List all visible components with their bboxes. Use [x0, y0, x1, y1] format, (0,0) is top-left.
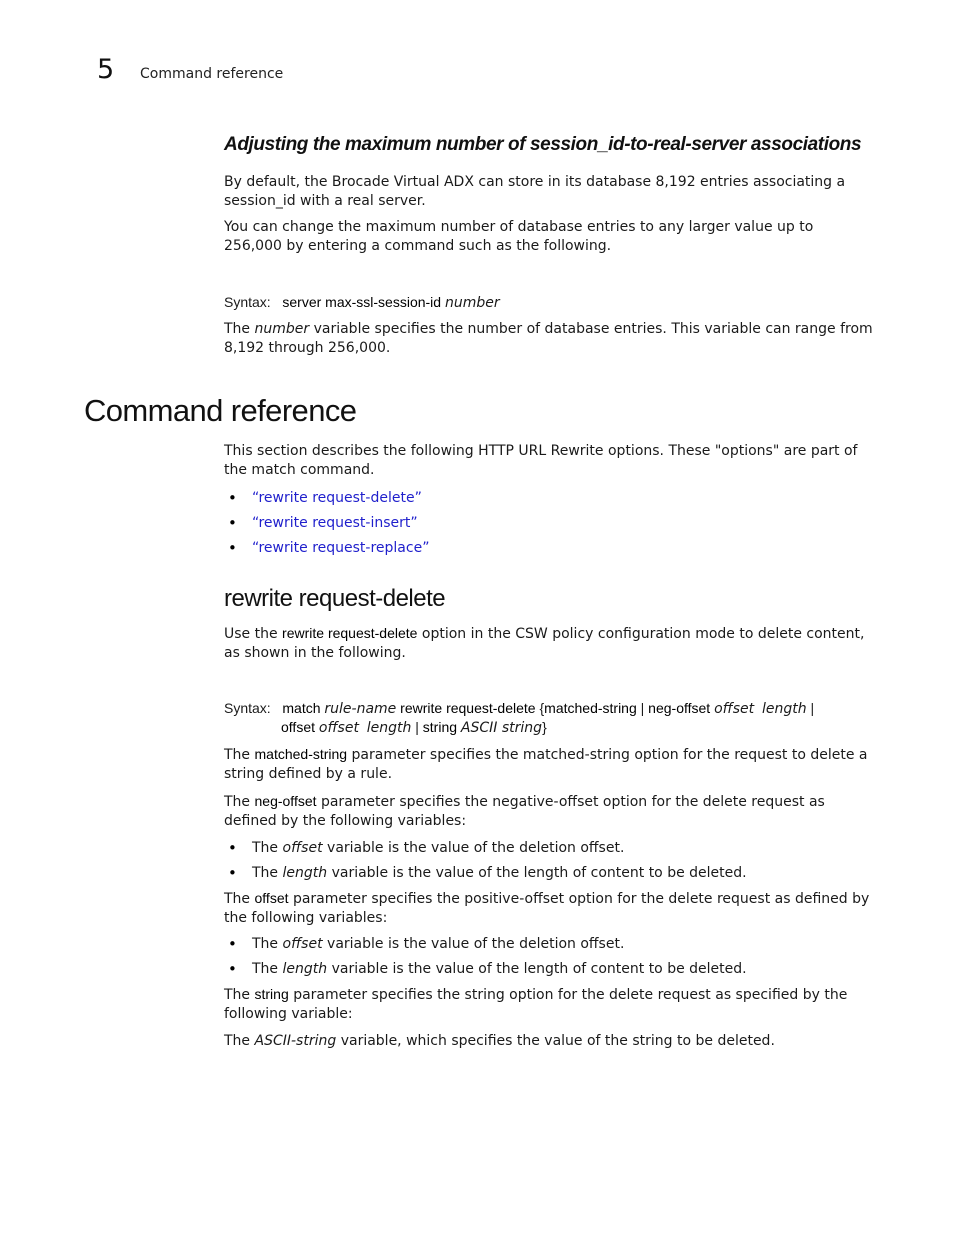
text-rest: parameter specifies the matched-string option for the request to delete a string defined by a rule. [224, 747, 868, 782]
paragraph-number-desc [224, 320, 874, 358]
text-rest: variable, which specifies the value of the string to be deleted. [340, 1033, 775, 1049]
keyword-match: match [282, 700, 321, 716]
link-list [228, 489, 852, 564]
neg-offset-variable-list [228, 839, 872, 889]
brace-open: { [539, 700, 545, 716]
list-item [228, 839, 872, 864]
bullet-icon: • [228, 539, 237, 557]
bullet-icon: • [228, 960, 237, 978]
bullet-icon: • [228, 864, 237, 882]
syntax-command: server max-ssl-session-id [282, 294, 442, 310]
text-the: The [224, 1033, 251, 1049]
section-title: Adjusting the maximum number of session_id-to-real-server associations [224, 134, 862, 155]
variable-offset: offset [282, 936, 323, 952]
variable-offset: offset [282, 840, 323, 856]
variable-rule-name: rule-name [324, 701, 397, 717]
bullet-icon: • [228, 839, 237, 857]
text-the: The [224, 321, 251, 337]
text-rest: option in the CSW policy configuration mode to delete content, as shown in the following. [224, 626, 865, 661]
offset-variable-list [228, 935, 872, 985]
text-the: The [224, 987, 251, 1003]
text-rest: variable specifies the number of database entries. This variable can range from 8,192 through 256,000. [224, 321, 873, 356]
variable-number: number [254, 321, 310, 337]
keyword-string: string [422, 719, 458, 735]
keyword-rewrite-request-delete: rewrite request-delete [400, 700, 536, 716]
link-rewrite-request-insert[interactable]: “rewrite request-insert” [252, 515, 418, 531]
keyword-string: string [254, 986, 289, 1002]
link-rewrite-request-replace[interactable]: “rewrite request-replace” [252, 540, 430, 556]
syntax-line-rewrite-delete-cont [281, 718, 881, 738]
paragraph-change-max: You can change the maximum number of database entries to any larger value up to 256,000 by entering a command such as the following. [224, 219, 814, 254]
subheading-rewrite-request-delete: rewrite request-delete [224, 585, 446, 612]
text-rest: variable is the value of the deletion offset. [327, 936, 625, 952]
text-rest: variable is the value of the length of content to be deleted. [331, 961, 747, 977]
pipe-separator: | [415, 719, 419, 735]
variable-ascii-string: ASCII-string [254, 1033, 337, 1049]
keyword-neg-offset: neg-offset [648, 700, 711, 716]
text-the: The [252, 961, 279, 977]
list-item [228, 489, 852, 514]
list-item [228, 864, 872, 889]
list-item [228, 960, 872, 985]
variable-length: length [282, 961, 328, 977]
keyword-rewrite-request-delete: rewrite request-delete [282, 625, 418, 641]
syntax-line-session [224, 293, 874, 313]
keyword-matched-string: matched-string [544, 700, 637, 716]
syntax-label: Syntax: [224, 294, 271, 310]
variable-offset: offset [318, 720, 359, 736]
syntax-label: Syntax: [224, 700, 271, 716]
variable-offset: offset [714, 701, 755, 717]
bullet-icon: • [228, 489, 237, 507]
variable-length: length [282, 865, 328, 881]
text-rest: variable is the value of the length of content to be deleted. [331, 865, 747, 881]
text-the: Use the [224, 626, 278, 642]
text-the: The [224, 794, 251, 810]
bullet-icon: • [228, 935, 237, 953]
keyword-matched-string: matched-string [254, 746, 348, 762]
keyword-neg-offset: neg-offset [254, 793, 317, 809]
text-rest: parameter specifies the string option for the delete request as specified by the following variable: [224, 987, 848, 1022]
text-the: The [252, 865, 279, 881]
paragraph-neg-offset [224, 792, 874, 831]
bullet-icon: • [228, 514, 237, 532]
syntax-line-rewrite-delete [224, 699, 864, 719]
brace-close: } [542, 719, 547, 735]
text-rest: variable is the value of the deletion offset. [327, 840, 625, 856]
text-the: The [224, 891, 251, 907]
text-the: The [224, 747, 251, 763]
page-heading-command-reference: Command reference [84, 393, 357, 428]
text-rest: parameter specifies the positive-offset option for the delete request as defined by the following variables: [224, 891, 870, 926]
running-header: Command reference [140, 66, 284, 82]
paragraph-intro: This section describes the following HTTP URL Rewrite options. These "options" are part of the match command. [224, 443, 858, 478]
text-the: The [252, 936, 279, 952]
syntax-variable: number [444, 295, 500, 311]
paragraph-matched-string [224, 745, 874, 784]
variable-length: length [761, 701, 807, 717]
list-item [228, 935, 872, 960]
paragraph-default-entries: By default, the Brocade Virtual ADX can store in its database 8,192 entries associating a session_id with a real server. [224, 174, 846, 209]
paragraph-use [224, 624, 874, 663]
link-rewrite-request-delete[interactable]: “rewrite request-delete” [252, 490, 422, 506]
paragraph-ascii-string [224, 1032, 874, 1051]
variable-ascii-string: ASCII string [460, 720, 543, 736]
keyword-offset: offset [254, 890, 289, 906]
list-item [228, 539, 852, 564]
chapter-number: 5 [97, 54, 115, 85]
paragraph-offset [224, 889, 874, 928]
text-the: The [252, 840, 279, 856]
paragraph-string [224, 985, 874, 1024]
pipe-separator: | [640, 700, 645, 716]
list-item [228, 514, 852, 539]
pipe-separator: | [810, 700, 815, 716]
text-rest: parameter specifies the negative-offset option for the delete request as defined by the following variables: [224, 794, 825, 829]
variable-length: length [366, 720, 412, 736]
keyword-offset: offset [281, 719, 315, 735]
